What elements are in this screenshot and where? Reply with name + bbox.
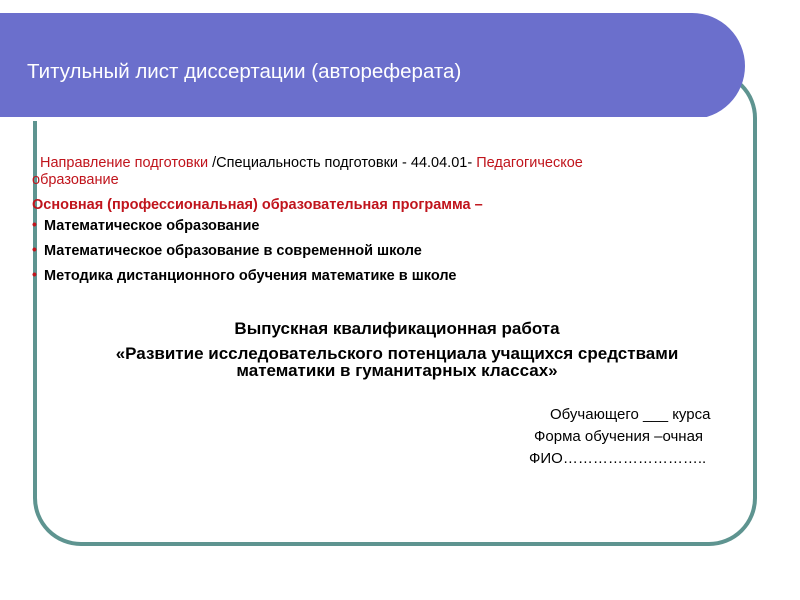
bullet-icon: • bbox=[32, 266, 37, 282]
specialty-name: Педагогическое bbox=[472, 155, 583, 171]
specialty-name-cont: образование bbox=[32, 172, 119, 188]
direction-line bbox=[40, 155, 732, 172]
slide-frame bbox=[33, 70, 757, 546]
bullet-icon: • bbox=[32, 241, 37, 257]
slide-title: Титульный лист диссертации (автореферата) bbox=[27, 60, 462, 83]
list-item: • Математическое образование в современной школе bbox=[32, 241, 422, 259]
direction-label: Направление подготовки bbox=[40, 155, 209, 171]
bullet-icon: • bbox=[32, 216, 37, 232]
study-form: Форма обучения –очная bbox=[534, 428, 704, 445]
program-list bbox=[32, 217, 732, 292]
banner-divider bbox=[0, 117, 708, 121]
program-heading: Основная (профессиональная) образовательная программа – bbox=[32, 197, 483, 213]
work-title-line2: математики в гуманитарных классах» bbox=[236, 361, 558, 380]
slide-body bbox=[32, 155, 732, 292]
list-item: • Математическое образование bbox=[32, 216, 260, 234]
list-item: • Методика дистанционного обучения математике в школе bbox=[32, 266, 457, 284]
name-field: ФИО……………………….. bbox=[529, 450, 707, 467]
work-title-line1: «Развитие исследовательского потенциала учащихся средствами bbox=[115, 344, 679, 363]
student-course: Обучающего ___ курса bbox=[550, 406, 711, 423]
work-title bbox=[32, 345, 762, 379]
title-banner bbox=[0, 13, 745, 119]
specialty-text: /Специальность подготовки - 44.04.01- bbox=[208, 155, 473, 171]
work-type: Выпускная квалификационная работа bbox=[234, 319, 560, 338]
